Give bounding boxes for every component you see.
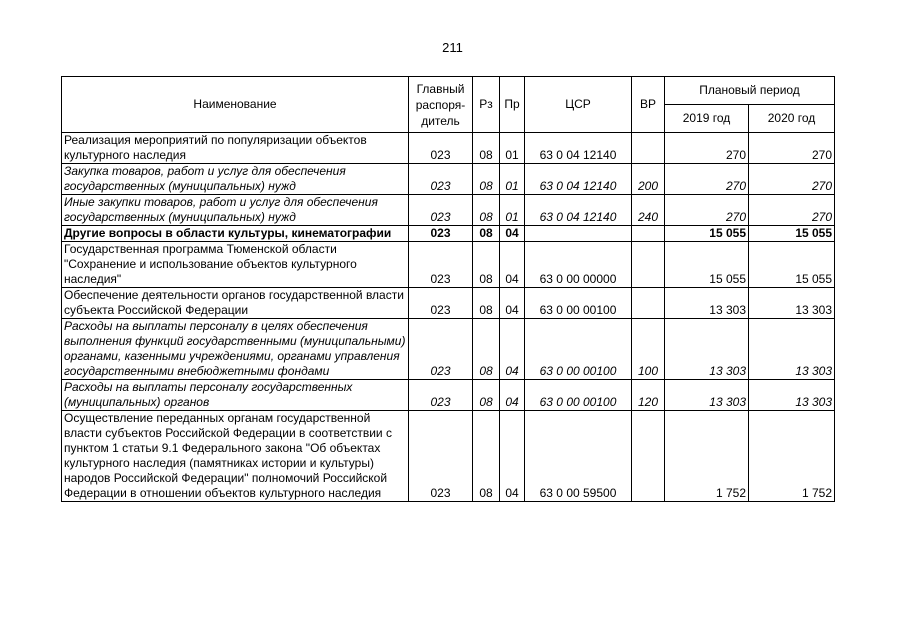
- table-row: [62, 411, 835, 502]
- page-number: 211: [442, 40, 463, 55]
- cell-vr: 100: [632, 319, 665, 380]
- cell-rz: 08: [473, 411, 500, 502]
- cell-pr: 04: [500, 319, 525, 380]
- cell-2020: 270: [749, 133, 835, 164]
- cell-2019: 1 752: [665, 411, 749, 502]
- cell-2020: 13 303: [749, 288, 835, 319]
- cell-vr: 120: [632, 380, 665, 411]
- cell-name: Иные закупки товаров, работ и услуг для обеспечения государственных (муниципальных) нужд: [62, 195, 409, 226]
- cell-vr: [632, 288, 665, 319]
- cell-name: Обеспечение деятельности органов государственной власти субъекта Российской Федерации: [62, 288, 409, 319]
- cell-csr: 63 0 00 59500: [525, 411, 632, 502]
- table-body: [62, 133, 835, 502]
- cell-2019: 13 303: [665, 319, 749, 380]
- cell-vr: 200: [632, 164, 665, 195]
- header-grbs-line2: распоря-: [415, 97, 466, 112]
- cell-pr: 01: [500, 133, 525, 164]
- cell-grbs: 023: [409, 195, 473, 226]
- cell-pr: 01: [500, 164, 525, 195]
- cell-rz: 08: [473, 380, 500, 411]
- cell-pr: 04: [500, 288, 525, 319]
- cell-name: Другие вопросы в области культуры, кинематографии: [62, 226, 409, 242]
- table-row: [62, 319, 835, 380]
- cell-grbs: 023: [409, 226, 473, 242]
- cell-csr: 63 0 04 12140: [525, 133, 632, 164]
- cell-rz: 08: [473, 319, 500, 380]
- cell-grbs: 023: [409, 288, 473, 319]
- header-rz: Рз: [473, 77, 500, 133]
- cell-csr: [525, 226, 632, 242]
- cell-csr: 63 0 00 00000: [525, 242, 632, 288]
- cell-csr: 63 0 00 00100: [525, 319, 632, 380]
- cell-name: Расходы на выплаты персоналу в целях обеспечения выполнения функций государственными (муниципальными) органами, казенными учреждениями, органами управления государственными внебюджетными фондами: [62, 319, 409, 380]
- cell-pr: 04: [500, 380, 525, 411]
- header-plan-period: Плановый период: [665, 77, 835, 105]
- header-vr: ВР: [632, 77, 665, 133]
- cell-2020: 270: [749, 164, 835, 195]
- cell-2020: 270: [749, 195, 835, 226]
- cell-2019: 15 055: [665, 242, 749, 288]
- cell-2019: 13 303: [665, 288, 749, 319]
- cell-rz: 08: [473, 226, 500, 242]
- cell-name: Государственная программа Тюменской области "Сохранение и использование объектов культурного наследия": [62, 242, 409, 288]
- cell-csr: 63 0 04 12140: [525, 164, 632, 195]
- cell-grbs: 023: [409, 380, 473, 411]
- table-row: [62, 288, 835, 319]
- cell-2020: 15 055: [749, 242, 835, 288]
- cell-2020: 15 055: [749, 226, 835, 242]
- cell-name: Реализация мероприятий по популяризации объектов культурного наследия: [62, 133, 409, 164]
- table-row: [62, 195, 835, 226]
- header-csr: ЦСР: [525, 77, 632, 133]
- header-grbs-line3: дитель: [421, 113, 460, 128]
- table-row: [62, 226, 835, 242]
- cell-csr: 63 0 00 00100: [525, 380, 632, 411]
- cell-pr: 01: [500, 195, 525, 226]
- header-year-2020: 2020 год: [749, 105, 835, 133]
- cell-grbs: 023: [409, 242, 473, 288]
- cell-name: Осуществление переданных органам государственной власти субъектов Российской Федерации в соответствии с пунктом 1 статьи 9.1 Федерального закона "Об объектах культурного наследия (памятниках истории и культуры) народов Российской Федерации" полномочий Российской Федерации в отношении объектов культурного наследия: [62, 411, 409, 502]
- cell-csr: 63 0 04 12140: [525, 195, 632, 226]
- cell-rz: 08: [473, 242, 500, 288]
- cell-grbs: 023: [409, 319, 473, 380]
- cell-pr: 04: [500, 411, 525, 502]
- cell-2019: 270: [665, 133, 749, 164]
- cell-vr: [632, 411, 665, 502]
- table-row: [62, 133, 835, 164]
- cell-vr: [632, 226, 665, 242]
- cell-2019: 13 303: [665, 380, 749, 411]
- cell-rz: 08: [473, 164, 500, 195]
- table-row: [62, 242, 835, 288]
- cell-2019: 15 055: [665, 226, 749, 242]
- cell-2019: 270: [665, 164, 749, 195]
- header-year-2019: 2019 год: [665, 105, 749, 133]
- cell-pr: 04: [500, 242, 525, 288]
- cell-csr: 63 0 00 00100: [525, 288, 632, 319]
- cell-rz: 08: [473, 195, 500, 226]
- header-name: Наименование: [62, 77, 409, 133]
- cell-grbs: 023: [409, 411, 473, 502]
- budget-table: [61, 76, 835, 502]
- cell-2020: 13 303: [749, 319, 835, 380]
- cell-pr: 04: [500, 226, 525, 242]
- cell-grbs: 023: [409, 164, 473, 195]
- cell-name: Расходы на выплаты персоналу государственных (муниципальных) органов: [62, 380, 409, 411]
- cell-vr: [632, 133, 665, 164]
- cell-rz: 08: [473, 133, 500, 164]
- cell-vr: 240: [632, 195, 665, 226]
- cell-2020: 13 303: [749, 380, 835, 411]
- cell-rz: 08: [473, 288, 500, 319]
- cell-name: Закупка товаров, работ и услуг для обеспечения государственных (муниципальных) нужд: [62, 164, 409, 195]
- table-row: [62, 380, 835, 411]
- header-pr: Пр: [500, 77, 525, 133]
- cell-2020: 1 752: [749, 411, 835, 502]
- header-grbs-line1: Главный: [416, 81, 465, 96]
- cell-grbs: 023: [409, 133, 473, 164]
- table-row: [62, 164, 835, 195]
- cell-2019: 270: [665, 195, 749, 226]
- cell-vr: [632, 242, 665, 288]
- header-grbs: [409, 77, 473, 133]
